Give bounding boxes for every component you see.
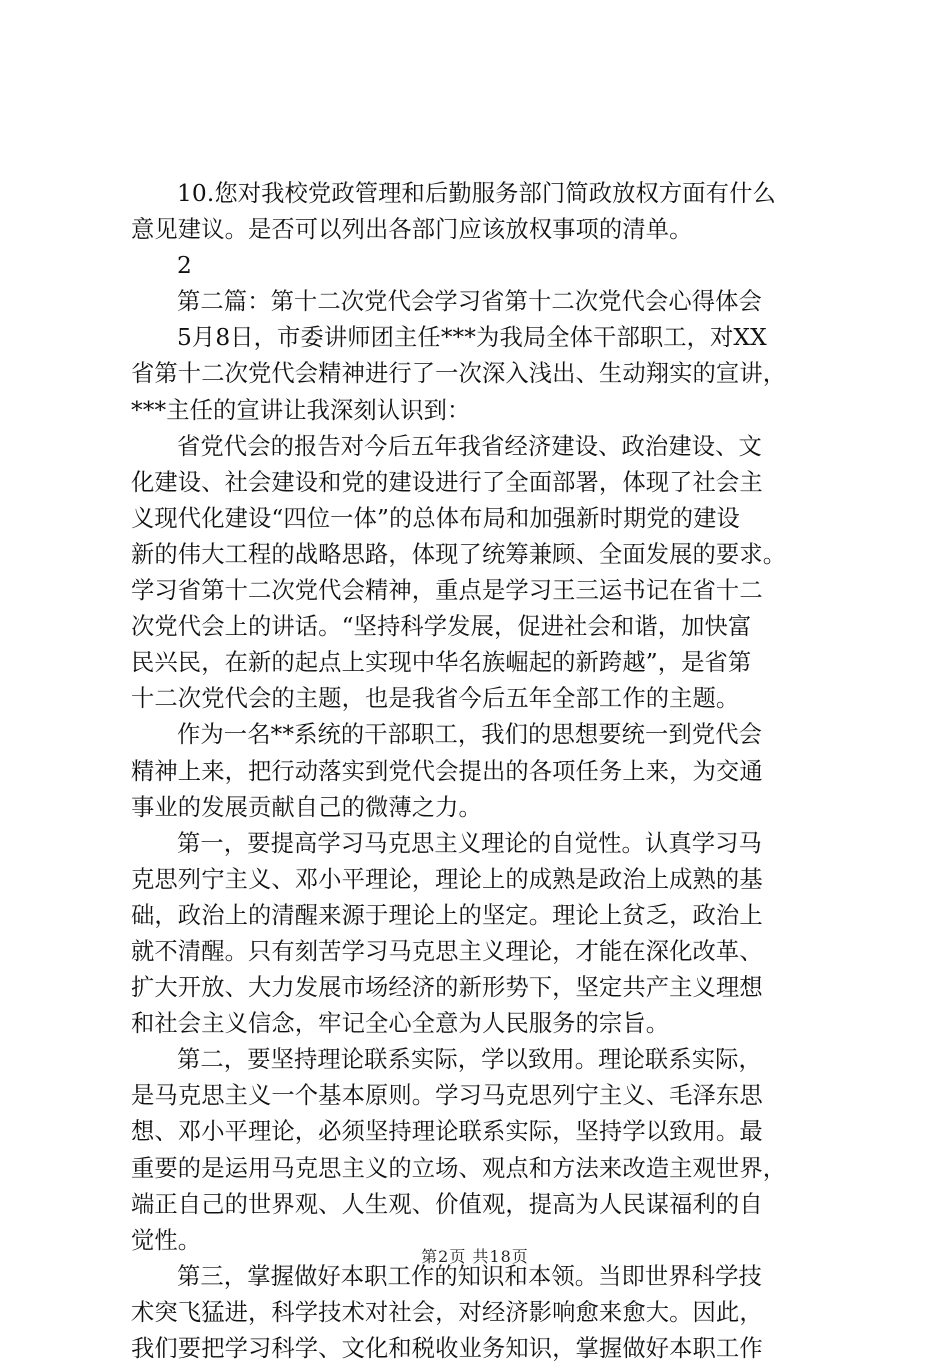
section-title: 第二篇：第十二次党代会学习省第十二次党代会心得体会 [177,288,762,316]
paragraph-line: 作为一名**系统的干部职工，我们的思想要统一到党代会 [177,721,763,749]
paragraph-line: 5月8日，市委讲师团主任***为我局全体干部职工，对XX [177,324,767,352]
page-number-line: 2 [177,252,192,280]
paragraph-line: 第二，要坚持理论联系实际，学以致用。理论联系实际， [177,1046,762,1074]
paragraph-line: 端正自己的世界观、人生观、价值观，提高为人民谋福利的自 [131,1190,763,1218]
paragraph-line: 十二次党代会的主题，也是我省今后五年全部工作的主题。 [131,685,740,713]
paragraph-line: 新的伟大工程的战略思路，体现了统筹兼顾、全面发展的要求。 [131,540,787,568]
paragraph-line: 事业的发展贡献自己的微薄之力。 [131,793,482,821]
paragraph-line: 扩大开放、大力发展市场经济的新形势下，坚定共产主义理想 [131,974,763,1002]
paragraph-line: 克思列宁主义、邓小平理论，理论上的成熟是政治上成熟的基 [131,865,763,893]
paragraph-line: 和社会主义信念，牢记全心全意为人民服务的宗旨。 [131,1010,670,1038]
paragraph-line: 重要的是运用马克思主义的立场、观点和方法来改造主观世界， [131,1154,787,1182]
paragraph-line: 10.您对我校党政管理和后勤服务部门简政放权方面有什么 [177,180,776,207]
paragraph-line: 精神上来，把行动落实到党代会提出的各项任务上来，为交通 [131,757,763,785]
document-body [131,176,831,1367]
paragraph-line: 第三，掌握做好本职工作的知识和本领。当即世界科学技 [177,1262,762,1290]
paragraph-line: 觉性。 [131,1226,202,1254]
paragraph-line: 省第十二次党代会精神进行了一次深入浅出、生动翔实的宣讲， [131,360,787,388]
paragraph-line: 想、邓小平理论，必须坚持理论联系实际，坚持学以致用。最 [131,1118,763,1146]
paragraph-line: 化建设、社会建设和党的建设进行了全面部署，体现了社会主 [131,468,763,496]
paragraph-line: 就不清醒。只有刻苦学习马克思主义理论，才能在深化改革、 [131,937,763,965]
paragraph-line: 学习省第十二次党代会精神，重点是学习王三运书记在省十二 [131,577,763,605]
paragraph-line: 础，政治上的清醒来源于理论上的坚定。理论上贫乏，政治上 [131,901,763,929]
paragraph-line: 术突飞猛进，科学技术对社会，对经济影响愈来愈大。因此， [131,1298,763,1326]
paragraph-line: 义现代化建设“四位一体”的总体布局和加强新时期党的建设 [131,504,740,532]
paragraph-line: 意见建议。是否可以列出各部门应该放权事项的清单。 [131,216,693,244]
paragraph-line: 是马克思主义一个基本原则。学习马克思列宁主义、毛泽东思 [131,1082,763,1110]
paragraph-line: 省党代会的报告对今后五年我省经济建设、政治建设、文 [177,432,762,460]
paragraph-line: 次党代会上的讲话。“坚持科学发展，促进社会和谐，加快富 [131,613,752,641]
paragraph-line: 民兴民，在新的起点上实现中华名族崛起的新跨越”，是省第 [131,649,752,677]
paragraph-line: 第一，要提高学习马克思主义理论的自觉性。认真学习马 [177,829,762,857]
paragraph-line: ***主任的宣讲让我深刻认识到： [131,396,471,424]
page-footer: 第2页 共18页 [421,1247,529,1266]
paragraph-line: 我们要把学习科学、文化和税收业务知识，掌握做好本职工作 [131,1335,763,1362]
